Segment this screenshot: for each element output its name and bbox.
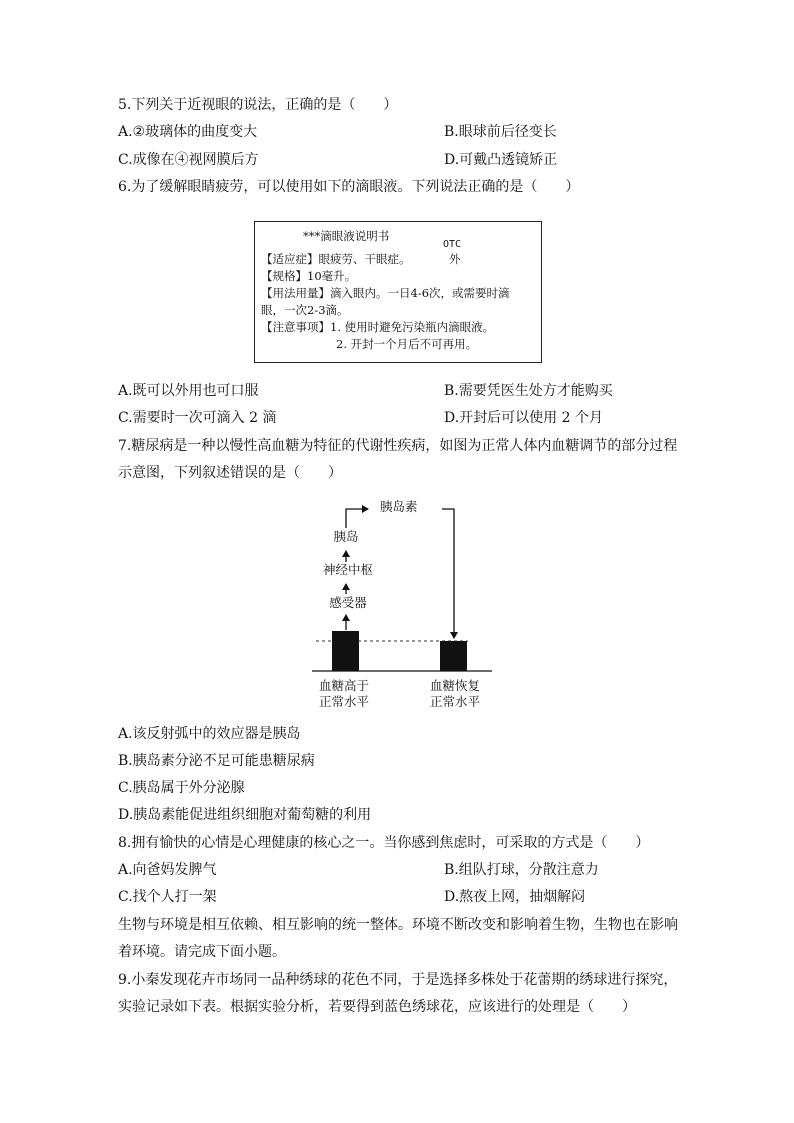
q8-option-d: D.熬夜上网，抽烟解闷 <box>444 889 586 905</box>
q7-option-b: B.胰岛素分泌不足可能患糖尿病 <box>118 753 315 769</box>
blood-sugar-regulation-diagram <box>300 490 510 715</box>
q7-option-a: A.该反射弧中的效应器是胰岛 <box>118 726 301 742</box>
q7-stem-line-1: 7.糖尿病是一种以慢性高血糖为特征的代谢性疾病，如图为正常人体内血糖调节的部分过程 <box>118 438 678 454</box>
label-islet: 胰岛 <box>333 529 359 544</box>
q6-option-b: B.需要凭医生处方才能购买 <box>444 383 613 399</box>
q6-stem: 6.为了缓解眼睛疲劳，可以使用如下的滴眼液。下列说法正确的是（ ） <box>118 179 580 195</box>
label-recover-1: 血糖恢复 <box>429 678 481 693</box>
label-notes-1: 【注意事项】1. 使用时避免污染瓶内滴眼液。 <box>261 320 495 334</box>
label-usage-1: 【用法用量】滴入眼内。一日4-6次，或需要时滴 <box>261 286 510 300</box>
label-title: ***滴眼液说明书 <box>303 229 390 243</box>
q9-stem-line-1: 9.小秦发现花卉市场同一品种绣球的花色不同，于是选择多株处于花蕾期的绣球进行探究， <box>118 972 678 988</box>
q6-option-a: A.既可以外用也可口服 <box>118 383 259 399</box>
q5-option-c: C.成像在④视网膜后方 <box>118 152 259 168</box>
label-spec: 【规格】10毫升。 <box>261 269 357 283</box>
q8-option-c: C.找个人打一架 <box>118 889 217 905</box>
q8-option-b: B.组队打球，分散注意力 <box>444 862 599 878</box>
arrow-to-insulin <box>346 509 368 528</box>
q6-option-d: D.开封后可以使用 2 个月 <box>444 410 603 426</box>
label-high-1: 血糖高于 <box>318 678 370 693</box>
q7-option-d: D.胰岛素能促进组织细胞对葡萄糖的利用 <box>118 807 372 823</box>
q5-option-d: D.可戴凸透镜矫正 <box>444 152 558 168</box>
otc-sub-mark: 外 <box>449 252 461 266</box>
label-nerve-center: 神经中枢 <box>322 562 374 577</box>
q9-stem-line-2: 实验记录如下表。根据实验分析，若要得到蓝色绣球花，应该进行的处理是（ ） <box>118 999 636 1015</box>
arrow-insulin-to-bar <box>442 509 454 638</box>
q6-option-c: C.需要时一次可滴入 2 滴 <box>118 410 277 426</box>
otc-mark: OTC <box>443 239 462 250</box>
label-usage-2: 眼，一次2-3滴。 <box>261 303 349 317</box>
intro-line-2: 着环境。请完成下面小题。 <box>118 944 286 960</box>
label-insulin: 胰岛素 <box>380 499 418 514</box>
q7-option-c: C.胰岛属于外分泌腺 <box>118 780 245 796</box>
high-sugar-bar <box>332 631 359 671</box>
label-notes-2: 2. 开封一个月后不可再用。 <box>336 337 478 351</box>
label-high-2: 正常水平 <box>318 694 370 709</box>
label-receptor: 感受器 <box>329 595 367 610</box>
label-indication: 【适应症】眼疲劳、干眼症。 <box>261 252 411 266</box>
q5-option-b: B.眼球前后径变长 <box>444 124 557 140</box>
q7-stem-line-2: 示意图，下列叙述错误的是（ ） <box>118 465 342 481</box>
q5-option-a: A.②玻璃体的曲度变大 <box>118 124 258 140</box>
q5-stem: 5.下列关于近视眼的说法，正确的是（ ） <box>118 97 398 113</box>
intro-line-1: 生物与环境是相互依赖、相互影响的统一整体。环境不断改变和影响着生物，生物也在影响 <box>118 917 678 933</box>
eye-drop-label-box <box>254 221 542 363</box>
label-recover-2: 正常水平 <box>429 694 481 709</box>
q8-stem: 8.拥有愉快的心情是心理健康的核心之一。当你感到焦虑时，可采取的方式是（ ） <box>118 835 650 851</box>
normal-sugar-bar <box>440 641 467 671</box>
q8-option-a: A.向爸妈发脾气 <box>118 862 217 878</box>
